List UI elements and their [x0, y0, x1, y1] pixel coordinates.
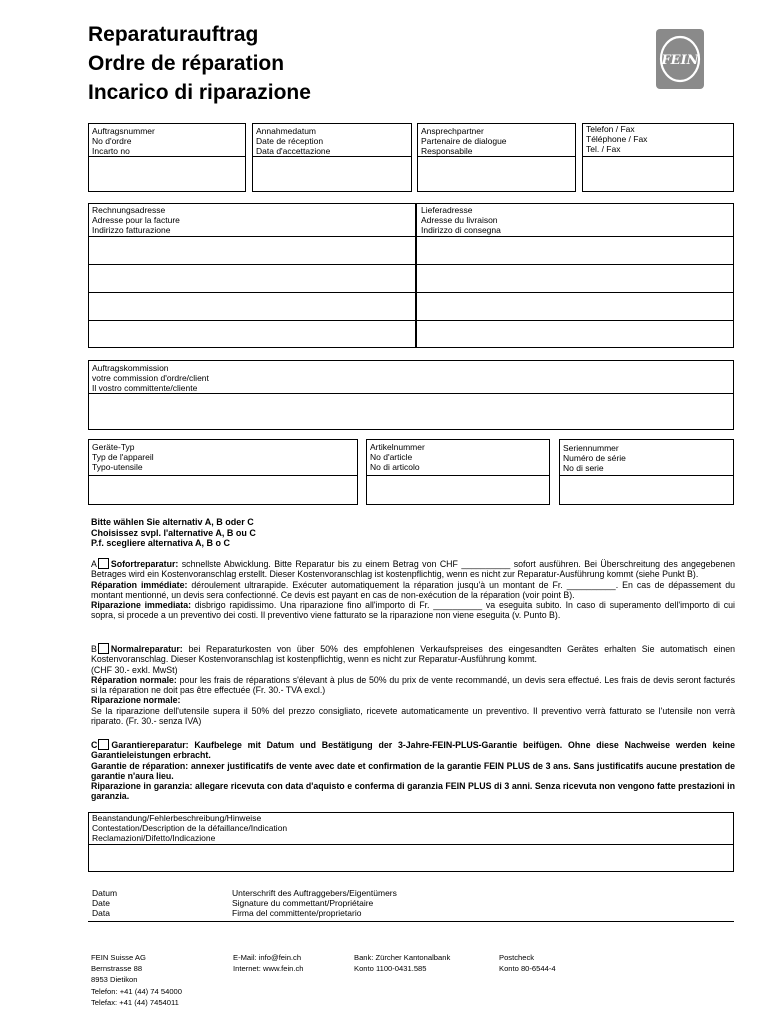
page-title-fr: Ordre de réparation — [88, 52, 285, 75]
fein-logo-icon — [656, 29, 704, 89]
date-label: Datum Date Data — [92, 888, 118, 918]
delivery-address-label: Lieferadresse Adresse du livraison Indirizzo di consegna — [421, 205, 501, 235]
signature-line — [88, 921, 734, 922]
receipt-date-field[interactable] — [252, 156, 412, 192]
commission-field[interactable] — [89, 394, 733, 429]
signature-label: Unterschrift des Auftraggebers/Eigentümers Signature du commettant/Propriétaire Firma del committente/proprietario — [232, 888, 397, 918]
device-type-label: Geräte-Typ Typ de l'appareil Typo-utensile — [88, 439, 358, 476]
contact-person-label: Ansprechpartner Partenaire de dialogue Responsabile — [417, 123, 576, 157]
serial-number-label: Seriennummer Numéro de série No di serie — [559, 439, 734, 476]
device-type-field[interactable] — [88, 475, 358, 505]
commission-label: Auftragskommission votre commission d'ordre/client Il vostro committente/cliente — [92, 363, 209, 393]
complaint-field[interactable] — [89, 845, 733, 871]
footer-company: FEIN Suisse AG Bernstrasse 88 8953 Dietikon Telefon: +41 (44) 74 54000 Telefax: +41 (44) 7454011 — [91, 953, 182, 1007]
order-number-label: Auftragsnummer No d'ordre Incarto no — [88, 123, 246, 157]
choose-instruction: Bitte wählen Sie alternativ A, B oder C Choisissez svpl. l'alternative A, B ou C P.f. scegliere alternativa A, B o C — [91, 517, 256, 548]
billing-address-label: Rechnungsadresse Adresse pour la facture Indirizzo fatturazione — [92, 205, 180, 235]
order-number-field[interactable] — [88, 156, 246, 192]
fein-logo — [656, 29, 704, 89]
option-a-block: A Sofortreparatur: schnellste Abwicklung. Bitte Reparatur bis zu einem Betrag von CHF __________ sofort ausführen. Bei Überschreitung des angegebenen Betrages wird ein Kostenvoranschlag erstellt. Dieser Kostenvoranschlag ist kostenpflichtig, wenn es nicht zur Reparatur-Ausführung kommt (siehe Punkt B). Réparation immédiate: déroulement ultrarapide. Exécuter automatiquement la réparation jusqu'à un montant de Fr. __________. En cas de dépassement du montant mentionné, un devis sera confectionné. Ce devis est payant en cas de non-exécution de la réparation (voir point B). Riparazione immediata: disbrigo rapidissimo. Una riparazione fino all'importo di Fr. __________ va eseguita subito. In caso di superamento dell'importo di cui sopra, si procede a un preventivo dei costi. Il preventivo viene fatturato se la riparazione non viene eseguita (v. Punto B). — [91, 559, 735, 621]
receipt-date-label: Annahmedatum Date de réception Data d'accettazione — [252, 123, 412, 157]
option-c-checkbox[interactable] — [98, 739, 109, 750]
option-a-checkbox[interactable] — [98, 558, 109, 569]
article-number-label: Artikelnummer No d'article No di articolo — [366, 439, 550, 476]
article-number-field[interactable] — [366, 475, 550, 505]
contact-person-field[interactable] — [417, 156, 576, 192]
signature-field[interactable] — [88, 885, 734, 920]
billing-address-field[interactable] — [89, 237, 414, 347]
page-title-it: Incarico di riparazione — [88, 81, 311, 104]
footer-postcheck: Postcheck Konto 80-6544-4 — [499, 953, 556, 974]
address-divider — [415, 203, 417, 348]
serial-number-field[interactable] — [559, 475, 734, 505]
complaint-label: Beanstandung/Fehlerbeschreibung/Hinweise Contestation/Description de la défaillance/Indication Reclamazioni/Difetto/Indicazione — [92, 813, 288, 843]
delivery-address-field[interactable] — [418, 237, 733, 347]
phone-fax-field[interactable] — [582, 156, 734, 192]
option-b-block: B Normalreparatur: bei Reparaturkosten von über 50% des empfohlenen Verkaufspreises des eingesandten Gerätes erhalten Sie automatisch einen Kostenvoranschlag. Dieser Kostenvoranschlag ist kostenpflichtig, wenn es nicht zur Reparatur-Ausführung kommt. (CHF 30.- exkl. MwSt) Réparation normale: pour les frais de réparations s'élevant à plus de 50% du prix de vente recommandé, un devis sera effectué. Les frais de devis seront facturés si la réparation ne doit pas être effectuée (Fr. 30.- TVA excl.) Riparazione normale: Se la riparazione dell'utensile supera il 50% del prezzo consigliato, ricevete automaticamente un preventivo. Il preventivo verrà fatturato se l'utensile non verrà riparato. (Fr. 30.- senza IVA) — [91, 644, 735, 727]
footer-bank: Bank: Zürcher Kantonalbank Konto 1100-0431.585 — [354, 953, 451, 974]
svg-text:FEIN: FEIN — [661, 53, 699, 68]
footer-web: E-Mail: info@fein.ch Internet: www.fein.ch — [233, 953, 304, 974]
phone-fax-label: Telefon / Fax Téléphone / Fax Tel. / Fax — [582, 123, 734, 157]
page-title-de: Reparaturauftrag — [88, 23, 259, 46]
option-b-checkbox[interactable] — [98, 643, 109, 654]
option-c-block: C Garantiereparatur: Kaufbelege mit Datum und Bestätigung der 3-Jahre-FEIN-PLUS-Garantie beifügen. Ohne diese Nachweise werden keine Garantieleistungen erbracht. Garantie de réparation: annexer justificatifs de vente avec date et confirmation de la garantie FEIN PLUS de 3 ans. Sans justificatifs aucune prestation de garantie n'aura lieu. Riparazione in garanzia: allegare ricevuta con data d'aquisto e conferma di garanzia FEIN PLUS di 3 anni. Senza ricevuta non vengono fatte prestazioni in garanzia. — [91, 740, 735, 802]
